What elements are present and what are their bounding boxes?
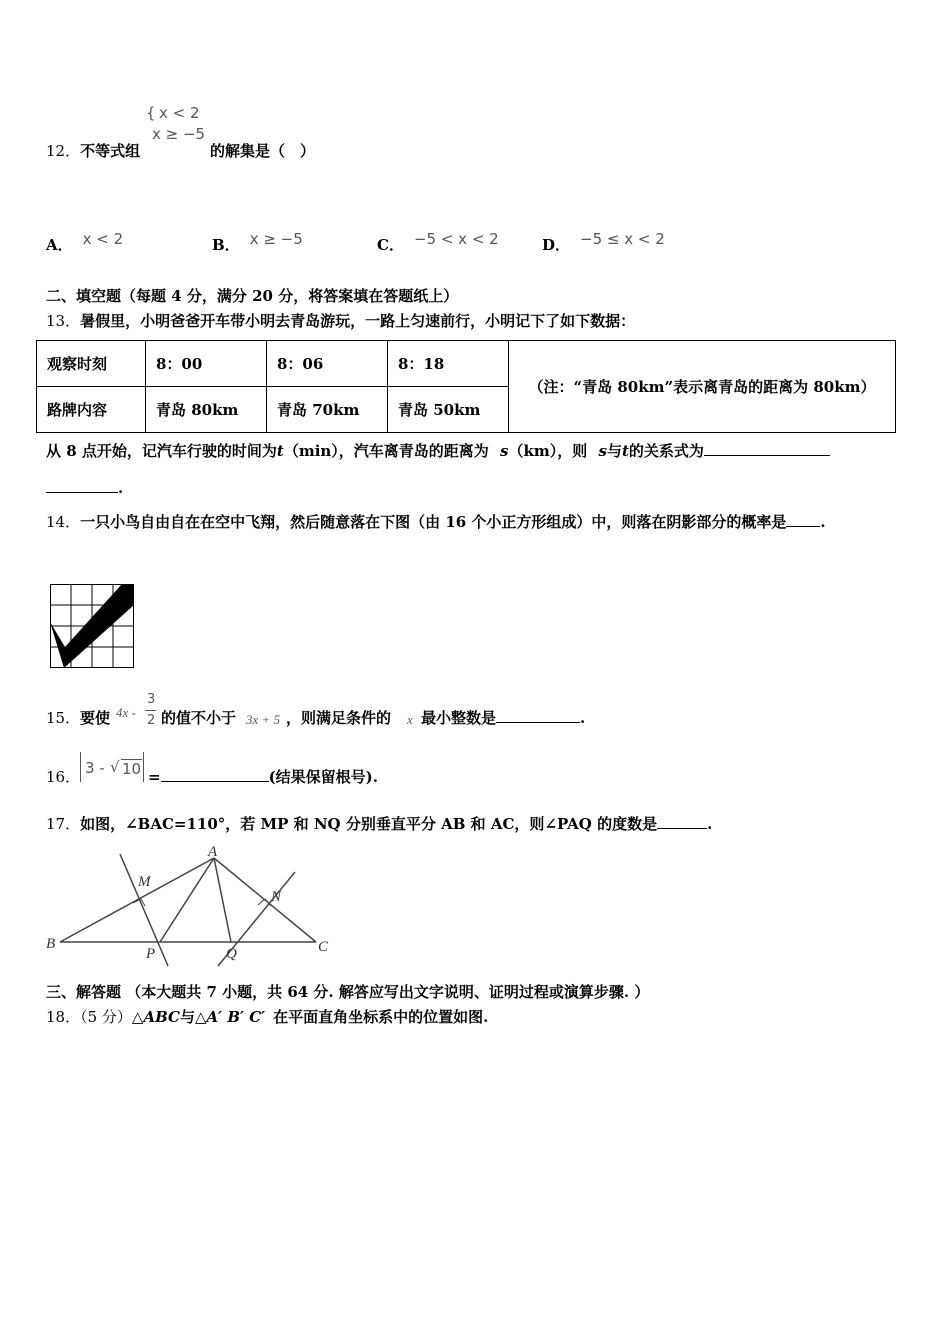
- q16-suffix: (结果保留根号).: [268, 768, 378, 786]
- q12-number: 12．: [46, 142, 81, 160]
- q15-middle: 的值不小于: [161, 709, 237, 727]
- q15-frac-bar: [145, 710, 156, 711]
- label-c: C: [318, 939, 329, 955]
- answer-blank[interactable]: [657, 814, 707, 829]
- q15-var: x: [407, 712, 413, 727]
- var-s: s: [500, 442, 509, 460]
- q18-points: （5 分）: [80, 1008, 132, 1026]
- table-cell: 观察时刻: [37, 341, 146, 387]
- q13-number: 13．: [46, 312, 81, 330]
- q13-table: [36, 340, 896, 433]
- label-q: Q: [226, 946, 237, 962]
- option-letter: A．: [46, 236, 73, 254]
- q12-prefix: 不等式组: [80, 142, 141, 160]
- q12-option-d: [542, 230, 665, 255]
- var-t: t: [276, 442, 284, 460]
- q16-abs-bar-right: [143, 752, 144, 782]
- q18-number: 18．: [46, 1008, 81, 1026]
- q16-equals: =: [148, 768, 161, 786]
- label-a: A: [208, 844, 218, 860]
- q15-frac-den: 2: [147, 713, 156, 728]
- q13-after-a: 从 8 点开始，记汽车行驶的时间为: [46, 442, 277, 460]
- q12-stem: [46, 140, 140, 161]
- var-t: t: [621, 442, 629, 460]
- option-letter: C．: [377, 236, 404, 254]
- q16-radicand: 10: [122, 760, 142, 778]
- q15-expr2: 3x + 5: [246, 712, 281, 727]
- table-row: [37, 341, 896, 387]
- q15-suffix-line: [421, 707, 585, 728]
- answer-blank[interactable]: [496, 708, 580, 723]
- q15-end: .: [580, 709, 586, 727]
- option-letter: D．: [542, 236, 571, 254]
- answer-blank[interactable]: [161, 767, 269, 782]
- q12-option-c: [377, 230, 499, 255]
- q15-number: 15．: [46, 709, 81, 727]
- q16-expr-a: 3 -: [85, 759, 105, 777]
- q12-option-b: [212, 230, 303, 255]
- q12-option-a: [46, 230, 124, 255]
- table-cell: 青岛 80km: [146, 387, 267, 433]
- table-cell: 8：00: [146, 341, 267, 387]
- segment-ap: [160, 858, 214, 942]
- q17-number: 17．: [46, 815, 81, 833]
- option-expr: x ≥ −5: [249, 230, 303, 248]
- q13-after-d: 与: [606, 442, 622, 460]
- q15-middle2: ，则满足条件的: [286, 709, 392, 727]
- q17-stem: [46, 813, 712, 834]
- q18-stem: [46, 1006, 488, 1027]
- q17-end: .: [707, 815, 713, 833]
- q17-triangle-figure: [44, 842, 334, 970]
- q18-tri2: △A′ B′ C′: [195, 1008, 266, 1026]
- q12-suffix: 的解集是（ ）: [210, 142, 316, 160]
- q13-after-b: （min），汽车离青岛的距离为: [283, 442, 489, 460]
- q16-abs-bar-left: [80, 752, 81, 782]
- section3-heading: 三、解答题 （本大题共 7 小题，共 64 分. 解答应写出文字说明、证明过程或演算步骤. ）: [46, 983, 650, 1001]
- q14-number: 14．: [46, 513, 81, 531]
- label-p: P: [146, 946, 156, 962]
- table-cell: 8：06: [267, 341, 388, 387]
- q13-after-c: （km），则: [508, 442, 588, 460]
- q13-continuation-2: [46, 478, 123, 497]
- q18-with: 与: [179, 1008, 195, 1026]
- table-cell: 青岛 70km: [267, 387, 388, 433]
- sqrt-icon: √: [110, 758, 120, 776]
- answer-blank[interactable]: [786, 512, 820, 527]
- q12-system-line2: x ≥ −5: [152, 125, 206, 143]
- q13-end: .: [118, 479, 124, 497]
- table-cell: 8：18: [388, 341, 509, 387]
- q16-number: 16．: [46, 768, 81, 786]
- q13-text: 暑假里，小明爸爸开车带小明去青岛游玩，一路上匀速前行，小明记下了如下数据：: [80, 312, 636, 330]
- table-note: （注：“青岛 80km”表示离青岛的距离为 80km）: [509, 341, 896, 433]
- q14-text: 一只小鸟自由自在在空中飞翔，然后随意落在下图（由 16 个小正方形组成）中，则落在阴影部分的概率是: [80, 513, 787, 531]
- answer-blank[interactable]: [704, 441, 830, 456]
- q18-text: 在平面直角坐标系中的位置如图.: [273, 1008, 489, 1026]
- option-expr: x < 2: [82, 230, 124, 248]
- line-mp: [120, 854, 168, 966]
- q14-stem: [46, 511, 826, 532]
- section2-heading: 二、填空题（每题 4 分，满分 20 分，将答案填在答题纸上）: [46, 287, 459, 305]
- right-angle-mark-m: [133, 899, 145, 906]
- table-cell: 路牌内容: [37, 387, 146, 433]
- var-s: s: [598, 442, 607, 460]
- table-cell: 青岛 50km: [388, 387, 509, 433]
- q18-tri1: △ABC: [131, 1008, 180, 1026]
- q14-grid-figure: [50, 584, 134, 668]
- label-b: B: [46, 936, 56, 952]
- q15-prefix: 要使: [80, 709, 111, 727]
- q13-continuation: [46, 440, 830, 461]
- q15-frac-num: 3: [147, 692, 156, 707]
- option-letter: B．: [212, 236, 240, 254]
- option-expr: −5 < x < 2: [413, 230, 499, 248]
- q13-after-e: 的关系式为: [628, 442, 704, 460]
- q13-stem: [46, 310, 635, 331]
- answer-blank[interactable]: [46, 478, 118, 493]
- segment-ab: [60, 858, 214, 942]
- q12-system-brace: {: [146, 104, 156, 122]
- q14-end: .: [820, 513, 826, 531]
- q17-text: 如图，∠BAC=110°，若 MP 和 NQ 分别垂直平分 AB 和 AC，则∠PAQ 的度数是: [80, 815, 658, 833]
- q16-answer-line: [148, 766, 378, 787]
- label-n: N: [271, 889, 282, 905]
- q15-suffix: 最小整数是: [421, 709, 497, 727]
- q15-expr1: 4x -: [116, 705, 136, 720]
- option-expr: −5 ≤ x < 2: [580, 230, 665, 248]
- segment-ac: [214, 858, 316, 942]
- q12-system-line1: x < 2: [159, 104, 200, 122]
- label-m: M: [138, 874, 151, 890]
